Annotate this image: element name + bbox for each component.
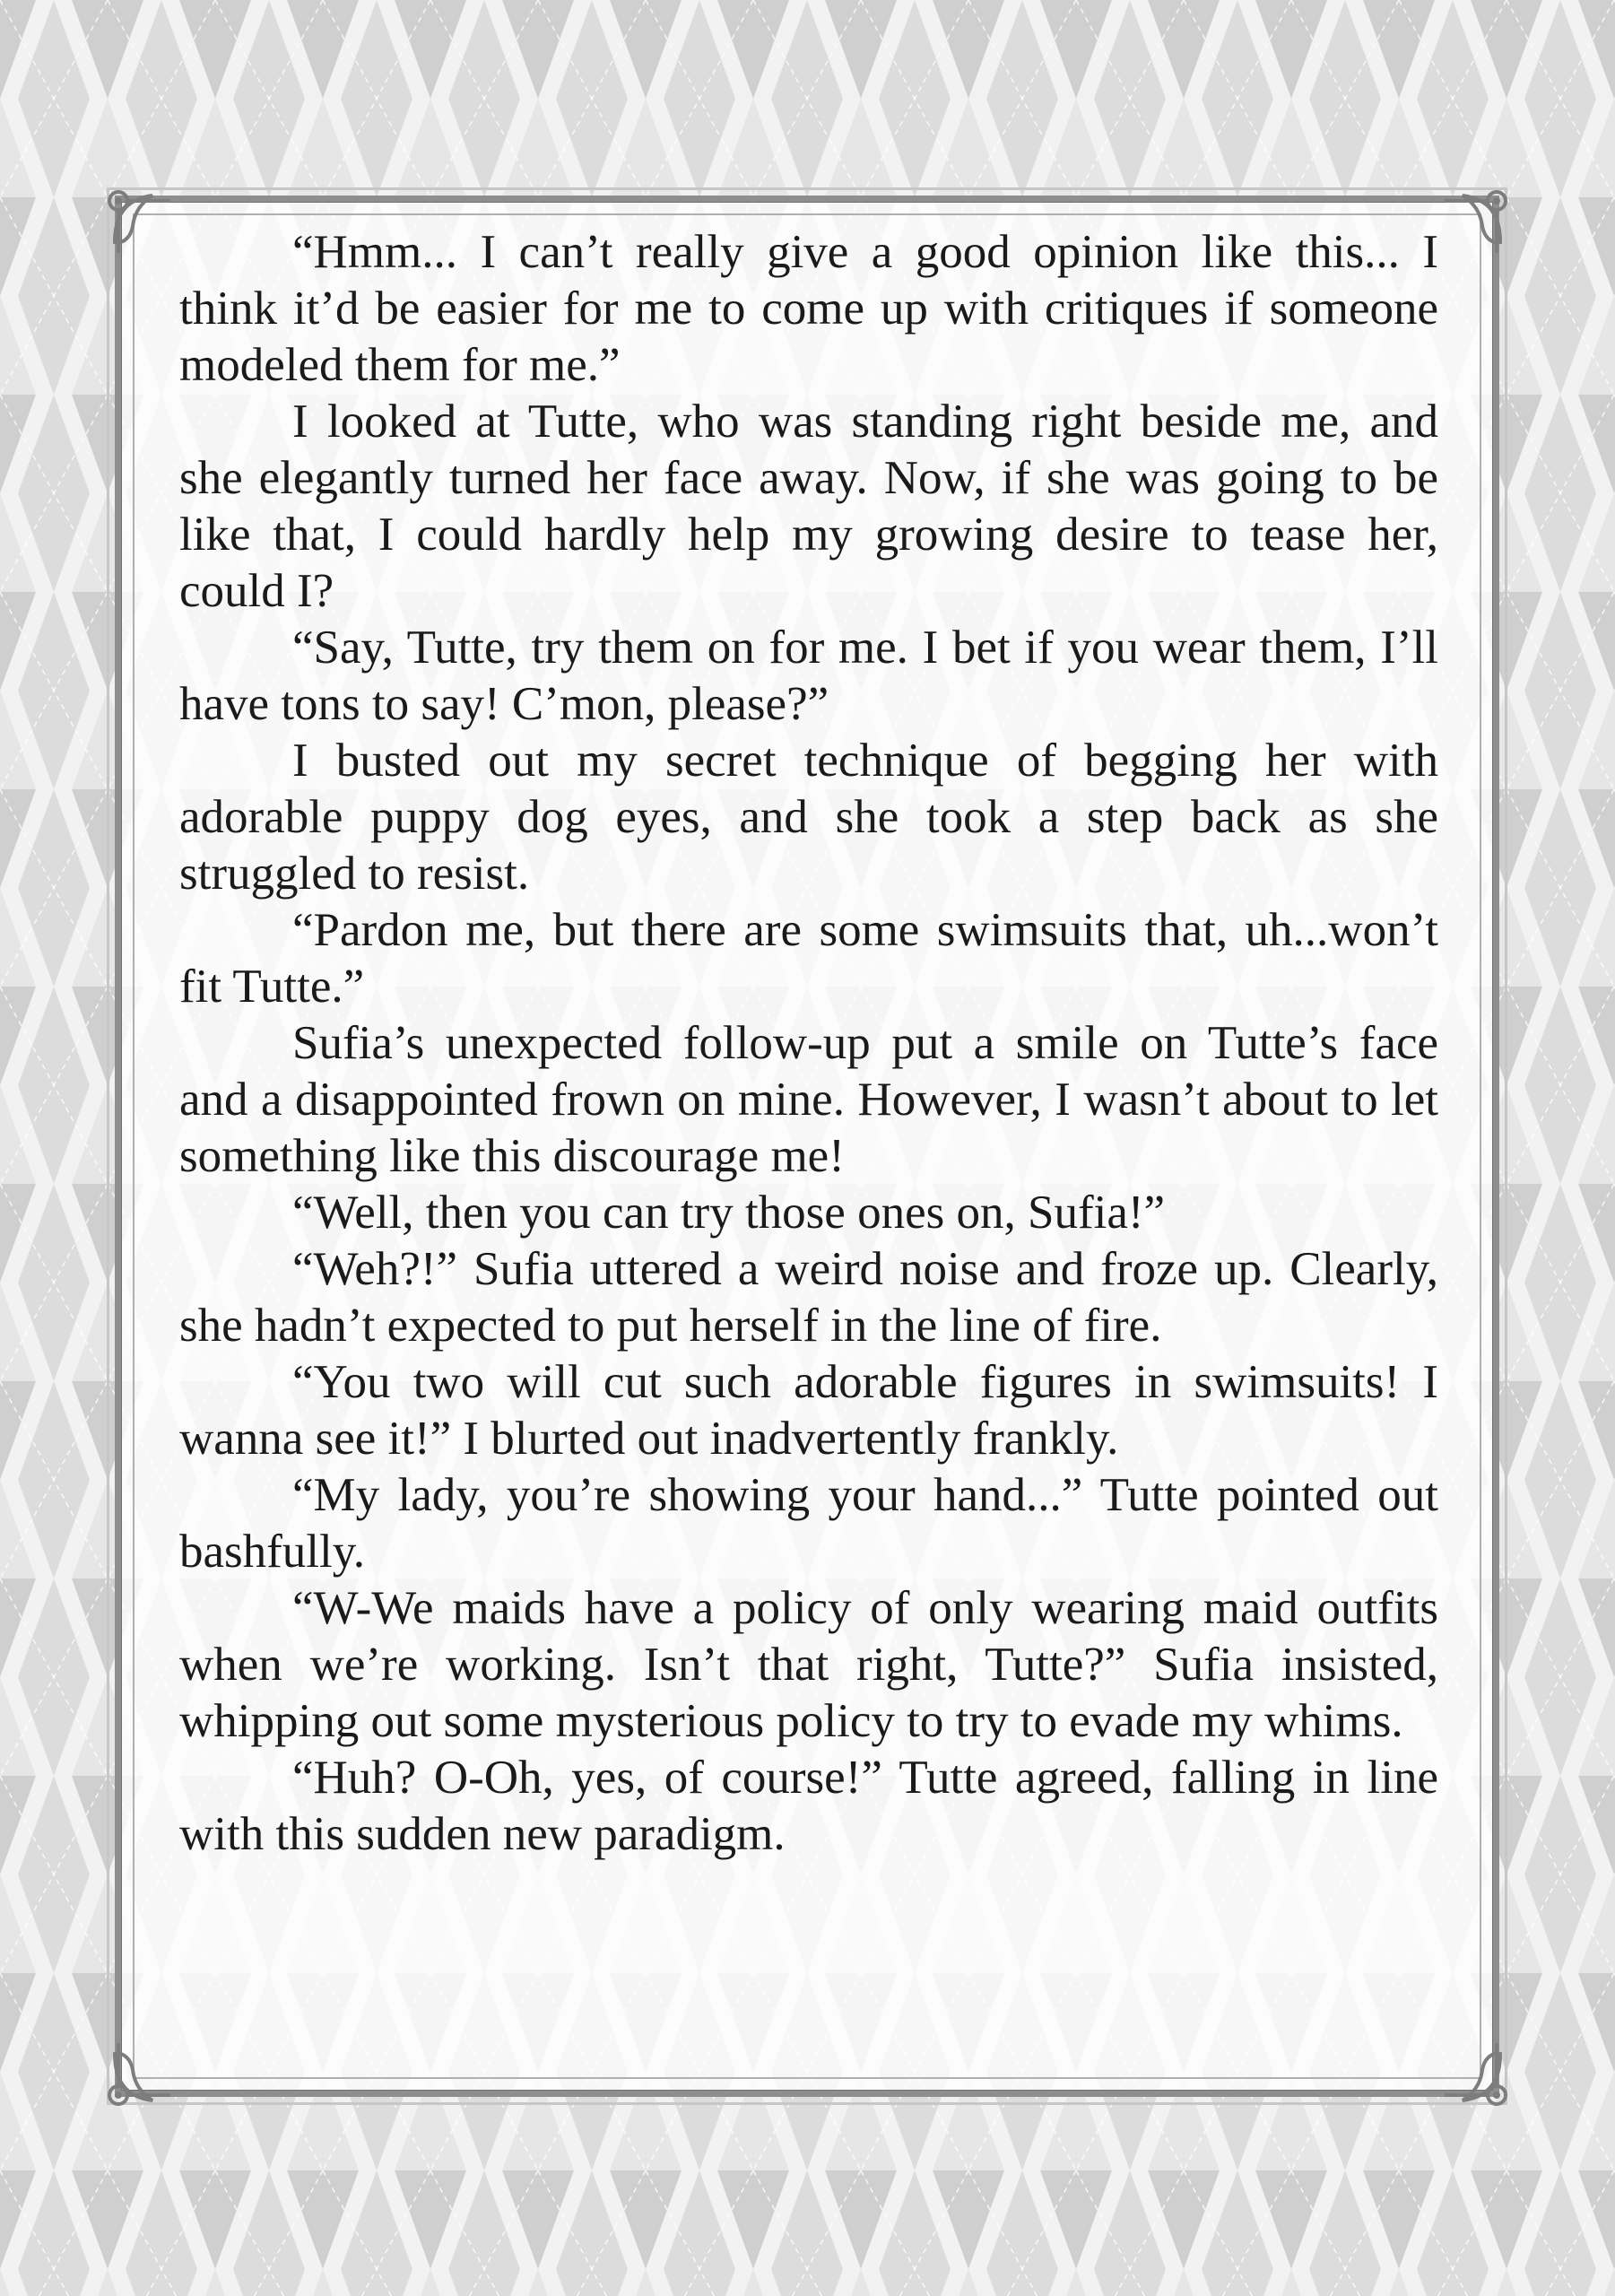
paragraph: “Say, Tutte, try them on for me. I bet if you wear them, I’ll have tons to say! C’mon, please?” xyxy=(179,622,1438,730)
paragraph: “Well, then you can try those ones on, Sufia!” xyxy=(292,1187,1166,1239)
story-text xyxy=(179,224,1438,1863)
ornate-scroll-corner-icon xyxy=(1436,2036,1516,2117)
paragraph: “Huh? O-Oh, yes, of course!” Tutte agreed, falling in line with this sudden new paradigm. xyxy=(179,1752,1438,1860)
paragraph: “My lady, you’re showing your hand...” Tutte pointed out bashfully. xyxy=(179,1469,1438,1578)
paragraph: “Pardon me, but there are some swimsuits that, uh...won’t fit Tutte.” xyxy=(179,904,1438,1013)
paragraph: “W-We maids have a policy of only wearing maid outfits when we’re working. Isn’t that right, Tutte?” Sufia insisted, whipping out some mysterious policy to try to evade my whims. xyxy=(179,1582,1438,1747)
ornate-scroll-corner-icon xyxy=(99,2036,179,2117)
ornate-scroll-corner-icon xyxy=(1436,179,1516,260)
paragraph: “You two will cut such adorable figures in swimsuits! I wanna see it!” I blurted out inadvertently frankly. xyxy=(179,1356,1438,1465)
ornate-scroll-corner-icon xyxy=(99,179,179,260)
paragraph: Sufia’s unexpected follow-up put a smile on Tutte’s face and a disappointed frown on mine. However, I wasn’t about to let something like this discourage me! xyxy=(179,1017,1438,1182)
paragraph: I busted out my secret technique of begging her with adorable puppy dog eyes, and she took a step back as she struggled to resist. xyxy=(179,735,1438,900)
paragraph: I looked at Tutte, who was standing right beside me, and she elegantly turned her face away. Now, if she was going to be like that, I could hardly help my growing desire to tease her, could I? xyxy=(179,396,1438,617)
paragraph: “Weh?!” Sufia uttered a weird noise and froze up. Clearly, she hadn’t expected to put herself in the line of fire. xyxy=(179,1243,1438,1352)
paragraph: “Hmm... I can’t really give a good opinion like this... I think it’d be easier for me to come up with critiques if someone modeled them for me.” xyxy=(179,226,1438,391)
